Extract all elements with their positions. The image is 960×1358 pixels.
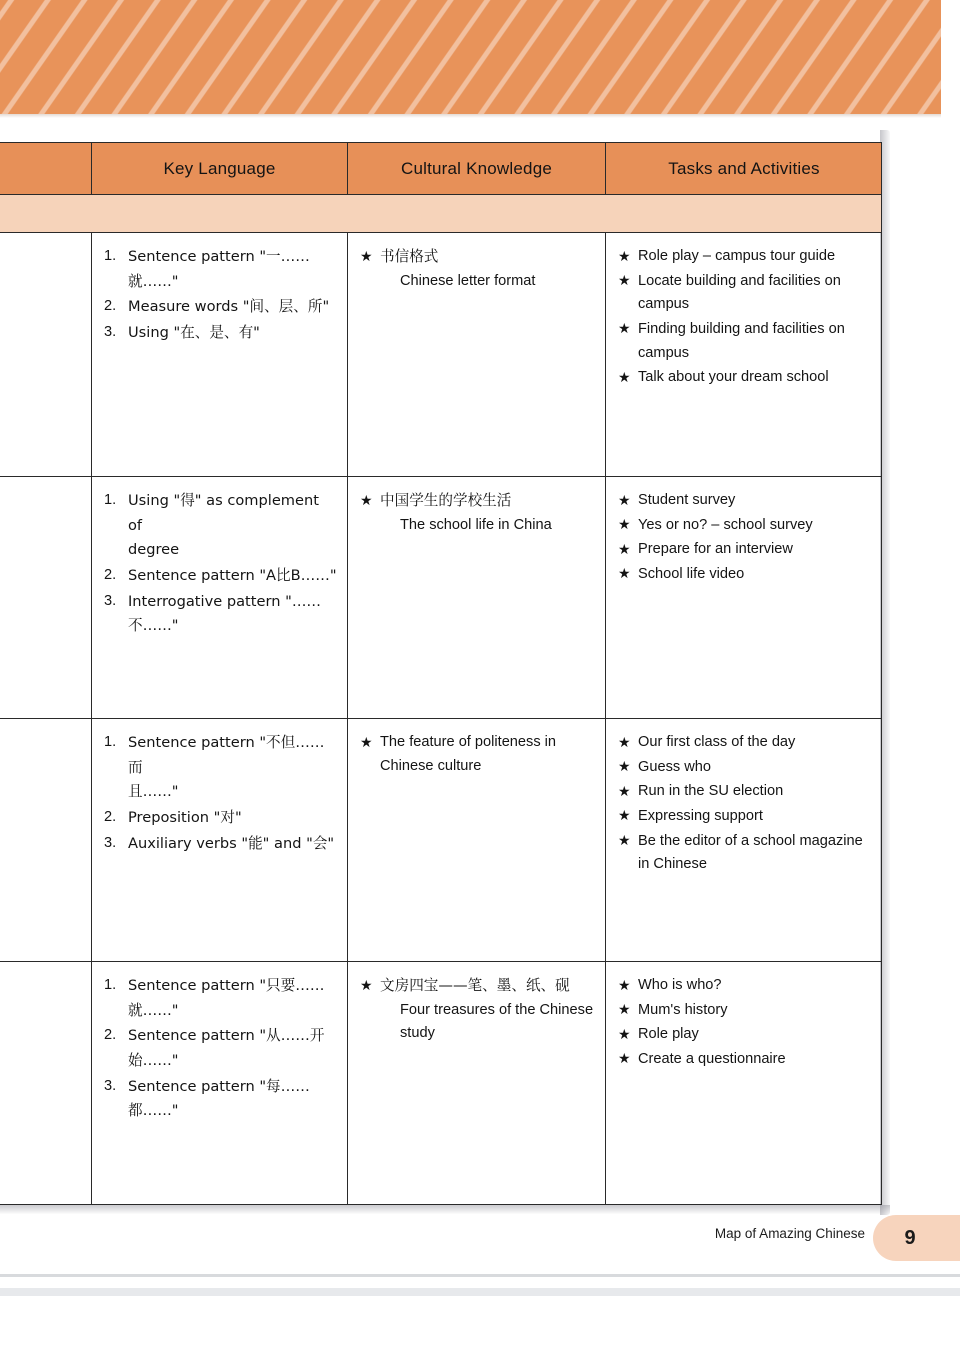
banner-right-margin xyxy=(941,0,960,120)
list-item xyxy=(360,731,595,778)
list-item xyxy=(618,780,872,804)
list-number: 3. xyxy=(104,323,117,340)
list-item xyxy=(618,514,872,538)
task-text: Role play – campus tour guide xyxy=(638,248,836,264)
list-text-cont: 且……" xyxy=(128,783,179,801)
tasks-activities-cell xyxy=(606,962,882,1204)
star-icon: ★ xyxy=(618,807,631,824)
list-item xyxy=(618,974,872,998)
task-text: Talk about your dream school xyxy=(638,369,829,386)
list-item xyxy=(618,366,872,390)
star-icon: ★ xyxy=(360,733,373,750)
list-item xyxy=(618,563,872,587)
list-item xyxy=(360,489,595,537)
star-icon: ★ xyxy=(618,565,631,582)
list-item xyxy=(104,590,337,639)
list-number: 3. xyxy=(104,592,117,609)
star-icon: ★ xyxy=(618,1050,631,1067)
list-text: Using "在、是、有" xyxy=(128,323,260,341)
list-item xyxy=(104,1075,337,1124)
list-item xyxy=(618,756,872,780)
list-item xyxy=(104,489,337,563)
list-item xyxy=(618,318,872,365)
list-text: Sentence pattern "A比B……" xyxy=(128,566,337,584)
list-item xyxy=(618,270,872,317)
table-row xyxy=(0,233,881,477)
cultural-chinese-text: 文房四宝——笔、墨、纸、砚 xyxy=(380,977,570,994)
star-icon: ★ xyxy=(618,272,631,289)
star-icon: ★ xyxy=(618,782,631,799)
cultural-chinese-text: 书信格式 xyxy=(380,248,439,265)
header-accent-band xyxy=(0,195,881,233)
page-edge-line xyxy=(0,1274,960,1277)
tasks-activities-cell xyxy=(606,477,882,718)
key-language-list xyxy=(104,974,337,1124)
list-item xyxy=(618,489,872,513)
star-icon: ★ xyxy=(618,247,631,264)
list-text: Sentence pattern "只要…… xyxy=(128,977,325,994)
table-header-cell-cultural-knowledge: Cultural Knowledge xyxy=(348,143,606,194)
task-text: Expressing support xyxy=(638,807,763,824)
cultural-knowledge-list xyxy=(360,974,595,1046)
key-language-cell xyxy=(92,962,348,1204)
list-text-cont: 不……" xyxy=(128,617,179,635)
table-body xyxy=(0,233,881,1204)
list-item xyxy=(618,245,872,269)
task-text: Guess who xyxy=(638,758,712,775)
list-text-cont: 就……" xyxy=(128,1001,179,1019)
list-text: Measure words "间、层、所" xyxy=(128,298,330,316)
sheet-shadow-bottom xyxy=(0,1205,890,1214)
star-icon: ★ xyxy=(618,1025,631,1042)
list-item xyxy=(104,321,337,346)
table-row xyxy=(0,477,881,719)
key-language-cell xyxy=(92,233,348,476)
task-text: Be the editor of a school magazine in Chinese xyxy=(638,832,863,873)
table-header-cell-key-language: Key Language xyxy=(92,143,348,194)
list-text: Auxiliary verbs "能" and "会" xyxy=(128,834,335,852)
key-language-list xyxy=(104,245,337,346)
list-item xyxy=(360,245,595,293)
tasks-list xyxy=(618,245,872,390)
list-text: Preposition "对" xyxy=(128,808,242,826)
list-number: 2. xyxy=(104,808,117,825)
tasks-activities-cell xyxy=(606,233,882,476)
star-icon: ★ xyxy=(618,976,631,993)
list-number: 1. xyxy=(104,734,117,750)
task-text: Student survey xyxy=(638,492,736,508)
banner-drop-shadow xyxy=(0,114,941,118)
list-number: 3. xyxy=(104,1077,117,1094)
page-number: 9 xyxy=(904,1226,916,1249)
list-item xyxy=(618,805,872,829)
table-header-cell-blank xyxy=(0,143,92,194)
row-unit-cell xyxy=(0,962,92,1204)
key-language-cell xyxy=(92,719,348,961)
list-number: 2. xyxy=(104,298,117,315)
list-number: 1. xyxy=(104,248,117,264)
list-number: 2. xyxy=(104,566,117,583)
list-item xyxy=(618,538,872,562)
list-number: 3. xyxy=(104,834,117,851)
row-unit-cell xyxy=(0,233,92,476)
list-number: 1. xyxy=(104,492,117,508)
task-text: Yes or no? – school survey xyxy=(638,516,813,533)
star-icon: ★ xyxy=(618,491,631,508)
list-text: Interrogative pattern "…… xyxy=(128,592,322,610)
star-icon: ★ xyxy=(618,1001,631,1018)
syllabus-table xyxy=(0,142,882,1205)
footer-section-label: Map of Amazing Chinese xyxy=(714,1226,865,1241)
list-text: Sentence pattern "每…… xyxy=(128,1077,310,1095)
list-item xyxy=(618,1023,872,1047)
key-language-list xyxy=(104,489,337,639)
list-item xyxy=(104,806,337,831)
tasks-list xyxy=(618,974,872,1072)
list-item xyxy=(360,974,595,1046)
star-icon: ★ xyxy=(618,832,631,849)
star-icon: ★ xyxy=(618,368,631,385)
cultural-english-text: Four treasures of the Chinese study xyxy=(400,1001,594,1042)
list-item xyxy=(104,731,337,805)
list-item xyxy=(104,832,337,857)
page-bottom-margin xyxy=(0,1296,960,1358)
table-header-cell-tasks-activities: Tasks and Activities xyxy=(668,158,820,178)
task-text: Our first class of the day xyxy=(638,734,796,750)
page-bottom-edge xyxy=(0,1288,960,1296)
table-row xyxy=(0,719,881,962)
row-unit-cell xyxy=(0,477,92,718)
list-item xyxy=(618,731,872,755)
list-item xyxy=(104,564,337,589)
star-icon: ★ xyxy=(360,491,373,508)
tasks-list xyxy=(618,731,872,877)
table-row xyxy=(0,962,881,1204)
decorative-striped-banner xyxy=(0,0,941,114)
table-header-row xyxy=(0,143,881,195)
cultural-chinese-text: 中国学生的学校生活 xyxy=(380,492,512,509)
star-icon: ★ xyxy=(618,516,631,533)
star-icon: ★ xyxy=(618,320,631,337)
key-language-cell xyxy=(92,477,348,718)
star-icon: ★ xyxy=(360,976,373,993)
tasks-list xyxy=(618,489,872,587)
cultural-knowledge-cell xyxy=(348,962,606,1204)
task-text: Finding building and facilities on campus xyxy=(638,320,845,361)
list-text-cont: 都……" xyxy=(128,1102,179,1120)
list-number: 2. xyxy=(104,1027,117,1044)
list-item xyxy=(618,1048,872,1072)
star-icon: ★ xyxy=(360,247,373,264)
row-unit-cell xyxy=(0,719,92,961)
task-text: Role play xyxy=(638,1026,699,1043)
list-text: Using "得" as complement of xyxy=(128,492,319,534)
cultural-knowledge-list xyxy=(360,731,595,778)
list-item xyxy=(104,974,337,1023)
task-text: Mum's history xyxy=(638,1001,728,1018)
cultural-knowledge-list xyxy=(360,489,595,537)
list-item xyxy=(618,999,872,1023)
cultural-english-text: The school life in China xyxy=(400,516,552,533)
star-icon: ★ xyxy=(618,733,631,750)
task-text: Create a questionnaire xyxy=(638,1050,786,1067)
list-text: Sentence pattern "从……开 xyxy=(128,1027,325,1045)
list-text: Sentence pattern "不但……而 xyxy=(128,734,325,776)
tasks-activities-cell xyxy=(606,719,882,961)
task-text: Prepare for an interview xyxy=(638,541,793,558)
key-language-list xyxy=(104,731,337,856)
cultural-knowledge-list xyxy=(360,245,595,293)
star-icon: ★ xyxy=(618,540,631,557)
cultural-knowledge-cell xyxy=(348,719,606,961)
list-item xyxy=(104,295,337,320)
star-icon: ★ xyxy=(618,758,631,775)
cultural-knowledge-cell xyxy=(348,477,606,718)
task-text: School life video xyxy=(638,565,745,582)
cultural-english-text: The feature of politeness in Chinese culture xyxy=(380,734,557,774)
task-text: Locate building and facilities on campus xyxy=(638,272,841,313)
cultural-knowledge-cell xyxy=(348,233,606,476)
list-item xyxy=(618,830,872,877)
list-item xyxy=(104,245,337,294)
list-item xyxy=(104,1024,337,1073)
list-text-cont: 就……" xyxy=(128,272,179,290)
list-text-cont: degree xyxy=(128,541,180,559)
list-number: 1. xyxy=(104,977,117,993)
list-text-cont: 始……" xyxy=(128,1051,179,1069)
task-text: Who is who? xyxy=(638,977,722,993)
cultural-english-text: Chinese letter format xyxy=(400,272,536,289)
list-text: Sentence pattern "一…… xyxy=(128,248,310,265)
task-text: Run in the SU election xyxy=(638,783,784,800)
